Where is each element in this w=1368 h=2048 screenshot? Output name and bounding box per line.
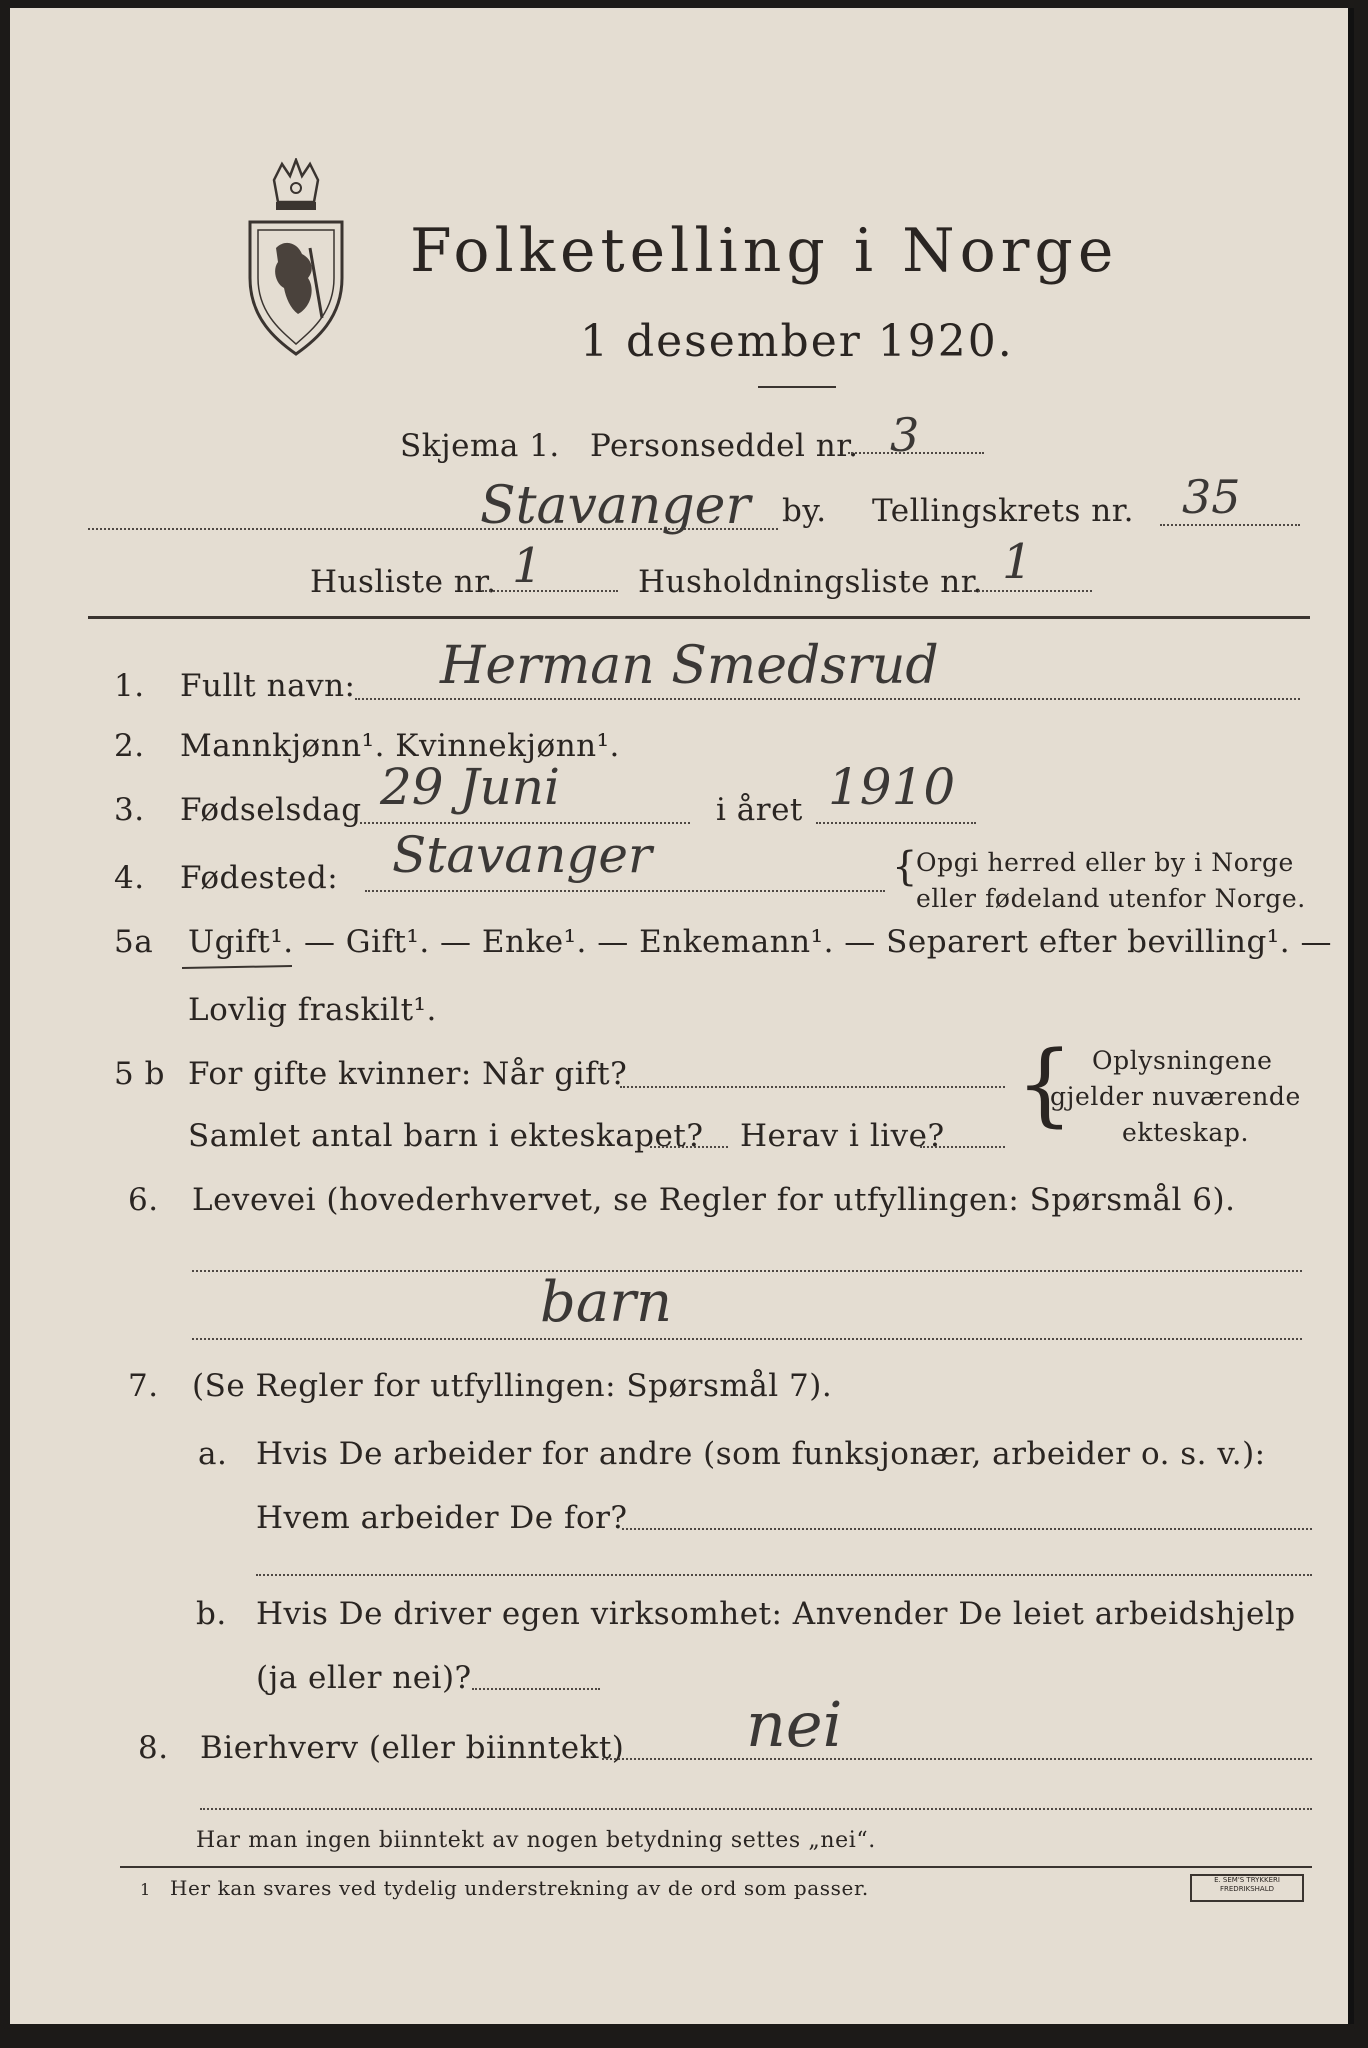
ugift-underline-mark: [182, 965, 292, 969]
q1-label: Fullt navn:: [180, 668, 356, 704]
by-label: by.: [782, 493, 827, 529]
title-divider: [758, 386, 836, 388]
birthplace-note-line2: eller fødeland utenfor Norge.: [916, 884, 1306, 913]
q7a-letter: a.: [198, 1436, 228, 1472]
occupation-field-1[interactable]: [192, 1270, 1302, 1272]
q8-number: 8.: [138, 1730, 169, 1766]
husliste-field[interactable]: [482, 590, 618, 592]
gender-options[interactable]: Mannkjønn¹. Kvinnekjønn¹.: [180, 728, 620, 764]
birthday-field[interactable]: [360, 822, 690, 824]
birthday-label: Fødselsdag: [180, 792, 362, 828]
q7-number: 7.: [128, 1368, 159, 1404]
q4-number: 4.: [114, 860, 145, 896]
birthplace-note-line1: Opgi herred eller by i Norge: [916, 848, 1294, 877]
employer-field-1[interactable]: [622, 1528, 1312, 1530]
occupation-value: barn: [540, 1270, 673, 1335]
norway-coat-of-arms-icon: [236, 158, 356, 358]
occupation-field-2[interactable]: [192, 1338, 1302, 1340]
tellingskrets-value: 35: [1182, 470, 1241, 524]
q2-number: 2.: [114, 728, 145, 764]
footnote-text: Her kan svares ved tydelig understrekning av de ord som passer.: [170, 1876, 869, 1900]
marriage-note-line2: gjelder nuværende: [1050, 1082, 1301, 1111]
by-value: Stavanger: [480, 476, 751, 536]
side-income-value: nei: [746, 1688, 843, 1761]
q3-number: 3.: [114, 792, 145, 828]
occupation-label: Levevei (hovederhvervet, se Regler for utfyllingen: Spørsmål 6).: [192, 1182, 1236, 1218]
birth-year-label: i året: [716, 792, 803, 828]
q1-number: 1.: [114, 668, 145, 704]
birthplace-label: Fødested:: [180, 860, 339, 896]
header-rule: [88, 616, 1310, 619]
skjema-label: Skjema 1.: [400, 428, 560, 464]
birthplace-value: Stavanger: [392, 826, 652, 884]
q6-number: 6.: [128, 1182, 159, 1218]
census-form-sheet: [10, 8, 1354, 2024]
birthday-value: 29 Juni: [380, 758, 560, 816]
hired-help-field[interactable]: [472, 1688, 600, 1690]
birth-year-field[interactable]: [816, 822, 976, 824]
married-when-field[interactable]: [620, 1086, 1005, 1088]
q5b-number: 5 b: [114, 1056, 165, 1092]
no-income-note: Har man ingen biinntekt av nogen betydning settes „nei“.: [196, 1828, 876, 1853]
children-count-label: Samlet antal barn i ekteskapet?: [188, 1118, 704, 1154]
marriage-note-brace: {: [1016, 1032, 1074, 1137]
marital-status-options-2[interactable]: Lovlig fraskilt¹.: [188, 992, 437, 1028]
side-income-label: Bierhverv (eller biinntekt): [200, 1730, 625, 1766]
q7-label: (Se Regler for utfyllingen: Spørsmål 7).: [192, 1368, 833, 1404]
children-alive-field[interactable]: [920, 1146, 1005, 1148]
husliste-label: Husliste nr.: [310, 564, 497, 600]
side-income-field[interactable]: [602, 1758, 1312, 1760]
footer-rule: [120, 1866, 1312, 1868]
q7b-letter: b.: [196, 1596, 227, 1632]
children-alive-label: Herav i live?: [740, 1118, 945, 1154]
side-income-field-2[interactable]: [200, 1808, 1312, 1810]
form-title: Folketelling i Norge: [410, 216, 1119, 286]
q7a-line1: Hvis De arbeider for andre (som funksjonær, arbeider o. s. v.):: [256, 1436, 1266, 1472]
q7b-line1: Hvis De driver egen virksomhet: Anvender De leiet arbeidshjelp: [256, 1596, 1296, 1632]
personseddel-value: 3: [890, 408, 920, 462]
tellingskrets-label: Tellingskrets nr.: [872, 493, 1134, 529]
q5a-number: 5a: [114, 924, 154, 960]
husliste-value: 1: [512, 538, 543, 594]
full-name-field[interactable]: [355, 698, 1300, 700]
married-women-label: For gifte kvinner: Når gift?: [188, 1056, 628, 1092]
marital-status-options[interactable]: Ugift¹. — Gift¹. — Enke¹. — Enkemann¹. — Separert efter bevilling¹. —: [188, 924, 1332, 960]
birthplace-field[interactable]: [365, 890, 885, 892]
full-name-value: Herman Smedsrud: [440, 636, 939, 696]
birth-year-value: 1910: [828, 758, 956, 816]
census-date: 1 desember 1920.: [580, 316, 1014, 367]
children-count-field[interactable]: [650, 1146, 728, 1148]
footnote-number: 1: [140, 1880, 151, 1899]
printer-stamp: E. SEM'S TRYKKERI FREDRIKSHALD: [1190, 1874, 1304, 1902]
husholdning-label: Husholdningsliste nr.: [638, 564, 984, 600]
husholdning-field[interactable]: [970, 590, 1092, 592]
q7a-line2: Hvem arbeider De for?: [256, 1500, 628, 1536]
marriage-note-line1: Oplysningene: [1092, 1046, 1273, 1075]
q7b-line2: (ja eller nei)?: [256, 1660, 472, 1696]
personseddel-label: Personseddel nr.: [590, 428, 859, 464]
tellingskrets-field[interactable]: [1160, 524, 1300, 526]
employer-field-2[interactable]: [256, 1574, 1312, 1576]
husholdning-value: 1: [1002, 534, 1033, 590]
marriage-note-line3: ekteskap.: [1122, 1118, 1250, 1147]
birthplace-note-brace: {: [892, 844, 918, 890]
